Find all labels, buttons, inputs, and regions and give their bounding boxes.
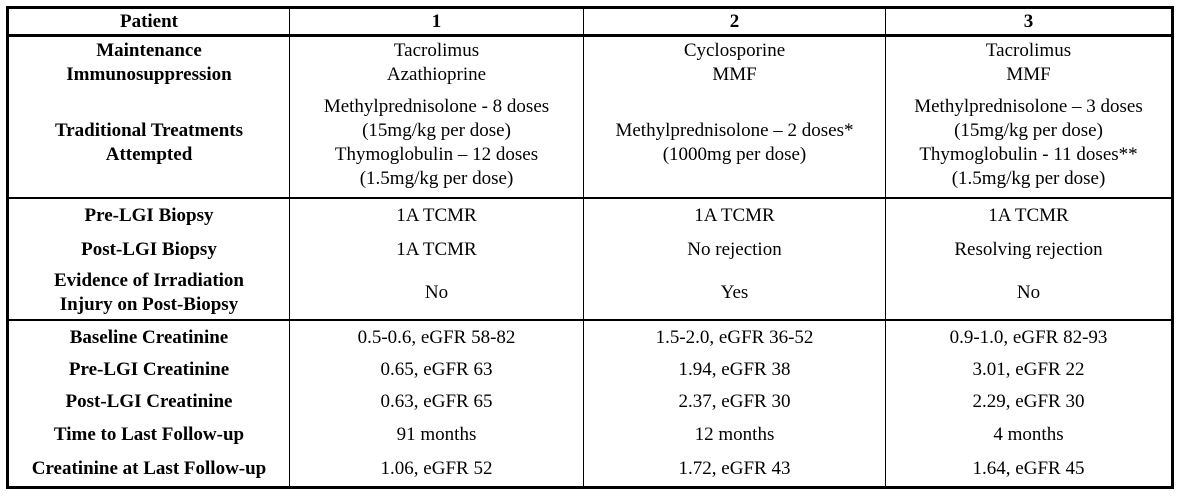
cell-line: (15mg/kg per dose): [362, 120, 511, 141]
cell-pre-creatinine-1: 0.65, eGFR 63: [290, 354, 584, 386]
row-baseline-creatinine: [8, 320, 1173, 354]
row-pre-biopsy: [8, 198, 1173, 233]
row-post-biopsy: [8, 233, 1173, 267]
cell-last-creatinine-2: 1.72, eGFR 43: [584, 452, 886, 488]
row-label-post-creatinine: Post-LGI Creatinine: [8, 386, 290, 418]
cell-followup-time-1: 91 months: [290, 418, 584, 452]
label-line: Injury on Post-Biopsy: [59, 294, 239, 315]
cell-line: (15mg/kg per dose): [954, 120, 1103, 141]
cell-last-creatinine-3: 1.64, eGFR 45: [886, 452, 1173, 488]
cell-line: Methylprednisolone - 8 doses: [323, 96, 550, 117]
header-patient-1: 1: [290, 8, 584, 36]
row-irradiation: [8, 267, 1173, 320]
cell-last-creatinine-1: 1.06, eGFR 52: [290, 452, 584, 488]
cell-line: MMF: [1006, 64, 1051, 85]
cell-post-biopsy-1: 1A TCMR: [290, 233, 584, 267]
cell-pre-creatinine-2: 1.94, eGFR 38: [584, 354, 886, 386]
row-label-traditional: [8, 89, 290, 198]
row-label-pre-creatinine: Pre-LGI Creatinine: [8, 354, 290, 386]
cell-line: Methylprednisolone – 3 doses: [914, 96, 1143, 117]
cell-irradiation-3: No: [886, 267, 1173, 320]
cell-line: Thymoglobulin – 12 doses: [334, 144, 539, 165]
cell-line: (1.5mg/kg per dose): [951, 168, 1106, 189]
row-label-post-biopsy: Post-LGI Biopsy: [8, 233, 290, 267]
cell-line: Thymoglobulin - 11 doses**: [919, 144, 1138, 165]
cell-followup-time-3: 4 months: [886, 418, 1173, 452]
header-patient-2: 2: [584, 8, 886, 36]
cell-maintenance-3: [886, 36, 1173, 90]
cell-post-creatinine-2: 2.37, eGFR 30: [584, 386, 886, 418]
cell-traditional-1: [290, 89, 584, 198]
row-label-baseline-creatinine: Baseline Creatinine: [8, 320, 290, 354]
cell-traditional-3: [886, 89, 1173, 198]
cell-line: Tacrolimus: [985, 40, 1072, 61]
label-line: Immunosuppression: [66, 64, 232, 85]
row-label-pre-biopsy: Pre-LGI Biopsy: [8, 198, 290, 233]
cell-line: MMF: [712, 64, 757, 85]
cell-post-creatinine-3: 2.29, eGFR 30: [886, 386, 1173, 418]
cell-line: Methylprednisolone – 2 doses*: [615, 120, 854, 141]
cell-pre-biopsy-1: 1A TCMR: [290, 198, 584, 233]
label-line: Attempted: [105, 144, 193, 165]
row-label-maintenance: [8, 36, 290, 90]
row-maintenance: [8, 36, 1173, 90]
header-row: [8, 8, 1173, 36]
row-traditional: [8, 89, 1173, 198]
row-label-irradiation: [8, 267, 290, 320]
cell-baseline-creatinine-2: 1.5-2.0, eGFR 36-52: [584, 320, 886, 354]
label-line: Maintenance: [96, 40, 202, 61]
cell-pre-biopsy-2: 1A TCMR: [584, 198, 886, 233]
row-post-creatinine: [8, 386, 1173, 418]
cell-irradiation-1: No: [290, 267, 584, 320]
patient-table: [6, 6, 1174, 489]
cell-line: Azathioprine: [386, 64, 487, 85]
cell-baseline-creatinine-3: 0.9-1.0, eGFR 82-93: [886, 320, 1173, 354]
cell-post-biopsy-3: Resolving rejection: [886, 233, 1173, 267]
cell-traditional-2: [584, 89, 886, 198]
header-patient-label: Patient: [8, 8, 290, 36]
row-last-creatinine: [8, 452, 1173, 488]
row-pre-creatinine: [8, 354, 1173, 386]
cell-line: (1000mg per dose): [662, 144, 807, 165]
cell-pre-biopsy-3: 1A TCMR: [886, 198, 1173, 233]
cell-baseline-creatinine-1: 0.5-0.6, eGFR 58-82: [290, 320, 584, 354]
cell-maintenance-1: [290, 36, 584, 90]
cell-line: Tacrolimus: [393, 40, 480, 61]
cell-followup-time-2: 12 months: [584, 418, 886, 452]
label-line: Evidence of Irradiation: [54, 270, 244, 291]
cell-post-creatinine-1: 0.63, eGFR 65: [290, 386, 584, 418]
cell-irradiation-2: Yes: [584, 267, 886, 320]
row-followup-time: [8, 418, 1173, 452]
row-label-last-creatinine: Creatinine at Last Follow-up: [8, 452, 290, 488]
cell-maintenance-2: [584, 36, 886, 90]
label-line: Traditional Treatments: [54, 120, 244, 141]
cell-line: (1.5mg/kg per dose): [359, 168, 514, 189]
cell-line: Cyclosporine: [683, 40, 786, 61]
row-label-followup-time: Time to Last Follow-up: [8, 418, 290, 452]
cell-post-biopsy-2: No rejection: [584, 233, 886, 267]
cell-pre-creatinine-3: 3.01, eGFR 22: [886, 354, 1173, 386]
header-patient-3: 3: [886, 8, 1173, 36]
